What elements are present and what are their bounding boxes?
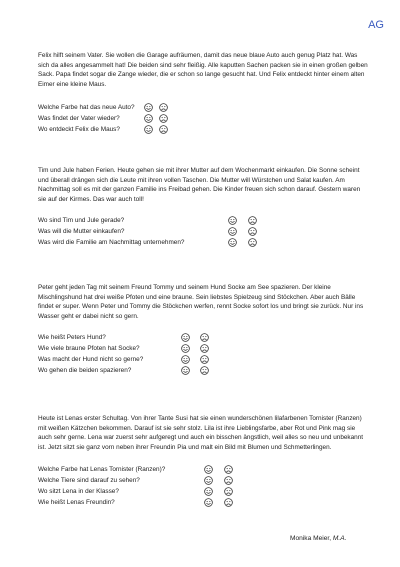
question-text: Wo sind Tim und Jule gerade? — [38, 217, 125, 225]
sad-face-icon[interactable] — [200, 366, 209, 375]
happy-face-icon[interactable] — [204, 498, 213, 507]
question-row — [38, 124, 368, 135]
happy-face-icon[interactable] — [181, 333, 190, 342]
question-text: Was macht der Hund nicht so gerne? — [38, 356, 144, 364]
question-text: Wie viele braune Pfoten hat Socke? — [38, 345, 140, 353]
question-text: Welche Farbe hat das neue Auto? — [38, 104, 135, 112]
question-row — [38, 464, 368, 475]
story-text: Tim und Jule haben Ferien. Heute gehen sie mit ihrer Mutter auf dem Wochenmarkt einkaufen. Die Sonne scheint und überall drängen sich die Leute mit ihren vollen Taschen. Die Mutter will Würstchen und Salat kaufen. Am Nachmittag soll es mit der ganzen Familie ins Freibad gehen. Die Kinder freuen sich schon darauf. Gestern waren sie auf der Kirmes. Das war auch toll! — [38, 167, 361, 203]
question-row — [38, 354, 368, 365]
question-row — [38, 497, 368, 508]
happy-face-icon[interactable] — [228, 238, 237, 247]
happy-face-icon[interactable] — [144, 103, 153, 112]
question-list — [38, 102, 368, 135]
sad-face-icon[interactable] — [248, 227, 257, 236]
happy-face-icon[interactable] — [144, 114, 153, 123]
sad-face-icon[interactable] — [159, 114, 168, 123]
question-text: Wo sitzt Lena in der Klasse? — [38, 488, 119, 496]
question-list — [38, 464, 368, 508]
happy-face-icon[interactable] — [228, 227, 237, 236]
sad-face-icon[interactable] — [200, 333, 209, 342]
question-row — [38, 365, 368, 376]
sad-face-icon[interactable] — [224, 465, 233, 474]
sad-face-icon[interactable] — [200, 344, 209, 353]
author-title: M.A. — [332, 535, 347, 542]
reading-section-1 — [38, 51, 368, 135]
sad-face-icon[interactable] — [224, 476, 233, 485]
sad-face-icon[interactable] — [159, 103, 168, 112]
reading-section-2 — [38, 166, 368, 248]
happy-face-icon[interactable] — [144, 125, 153, 134]
question-row — [38, 343, 368, 354]
happy-face-icon[interactable] — [204, 487, 213, 496]
story-text: Heute ist Lenas erster Schultag. Von ihrer Tante Susi hat sie einen wunderschönen lilafarbenen Tornister (Ranzen) mit weißen Kätzchen bekommen. Darauf ist sie sehr stolz. Lila ist ihre Lieblingsfarbe, aber Rot und Pink mag sie auch sehr gerne. Lena war zuerst sehr aufgeregt und auch ein bisschen ängstlich, weil alles so neu und unbekannt ist. Jetzt sitzt sie ganz vorn neben ihrer Freundin Pia und malt ein Bild mit Blumen und Schmetterlingen. — [38, 415, 364, 451]
question-row — [38, 102, 368, 113]
question-row — [38, 332, 368, 343]
sad-face-icon[interactable] — [159, 125, 168, 134]
reading-section-3 — [38, 283, 368, 376]
happy-face-icon[interactable] — [204, 476, 213, 485]
sad-face-icon[interactable] — [248, 238, 257, 247]
happy-face-icon[interactable] — [181, 366, 190, 375]
question-text: Wo entdeckt Felix die Maus? — [38, 126, 120, 134]
author-name: Monika Meier, — [290, 535, 332, 542]
sad-face-icon[interactable] — [200, 355, 209, 364]
question-text: Welche Tiere sind darauf zu sehen? — [38, 477, 140, 485]
sad-face-icon[interactable] — [224, 487, 233, 496]
author-credit — [290, 535, 346, 542]
question-text: Was will die Mutter einkaufen? — [38, 228, 125, 236]
question-text: Wie heißt Peters Hund? — [38, 334, 106, 342]
question-text: Was findet der Vater wieder? — [38, 115, 120, 123]
question-row — [38, 475, 368, 486]
story-text: Felix hilft seinem Vater. Sie wollen die Garage aufräumen, damit das neue blaue Auto auch genug Platz hat. Was sich da alles angesammelt hat! Die beiden sind sehr fleißig. Alle kaputten Sachen packen sie in einen großen gelben Sack. Papa findet sogar die Zange wieder, die er schon so lange gesucht hat. Und Felix entdeckt hinter einem alten Eimer eine kleine Maus. — [38, 52, 368, 88]
question-row — [38, 226, 368, 237]
question-list — [38, 215, 368, 248]
sad-face-icon[interactable] — [224, 498, 233, 507]
happy-face-icon[interactable] — [228, 216, 237, 225]
question-row — [38, 215, 368, 226]
reading-section-4 — [38, 414, 368, 508]
header-badge: AG — [368, 19, 384, 31]
question-list — [38, 332, 368, 376]
question-row — [38, 113, 368, 124]
question-text: Welche Farbe hat Lenas Tornister (Ranzen)? — [38, 466, 166, 474]
question-text: Was wird die Familie am Nachmittag unternehmen? — [38, 239, 185, 247]
happy-face-icon[interactable] — [204, 465, 213, 474]
sad-face-icon[interactable] — [248, 216, 257, 225]
question-row — [38, 486, 368, 497]
question-text: Wie heißt Lenas Freundin? — [38, 499, 115, 507]
happy-face-icon[interactable] — [181, 355, 190, 364]
question-text: Wo gehen die beiden spazieren? — [38, 367, 132, 375]
story-text: Peter geht jeden Tag mit seinem Freund Tommy und seinem Hund Socke am See spazieren. Der kleine Mischlingshund hat drei weiße Pfoten und eine braune. Sein liebstes Spielzeug sind Stöckchen. Aber auch Bälle findet er super. Wenn Peter und Tommy die Stöckchen werfen, rennt Socke sofort los und bringt sie zurück. Nur ins Wasser geht er dabei nicht so gern. — [38, 284, 364, 320]
question-row — [38, 237, 368, 248]
happy-face-icon[interactable] — [181, 344, 190, 353]
